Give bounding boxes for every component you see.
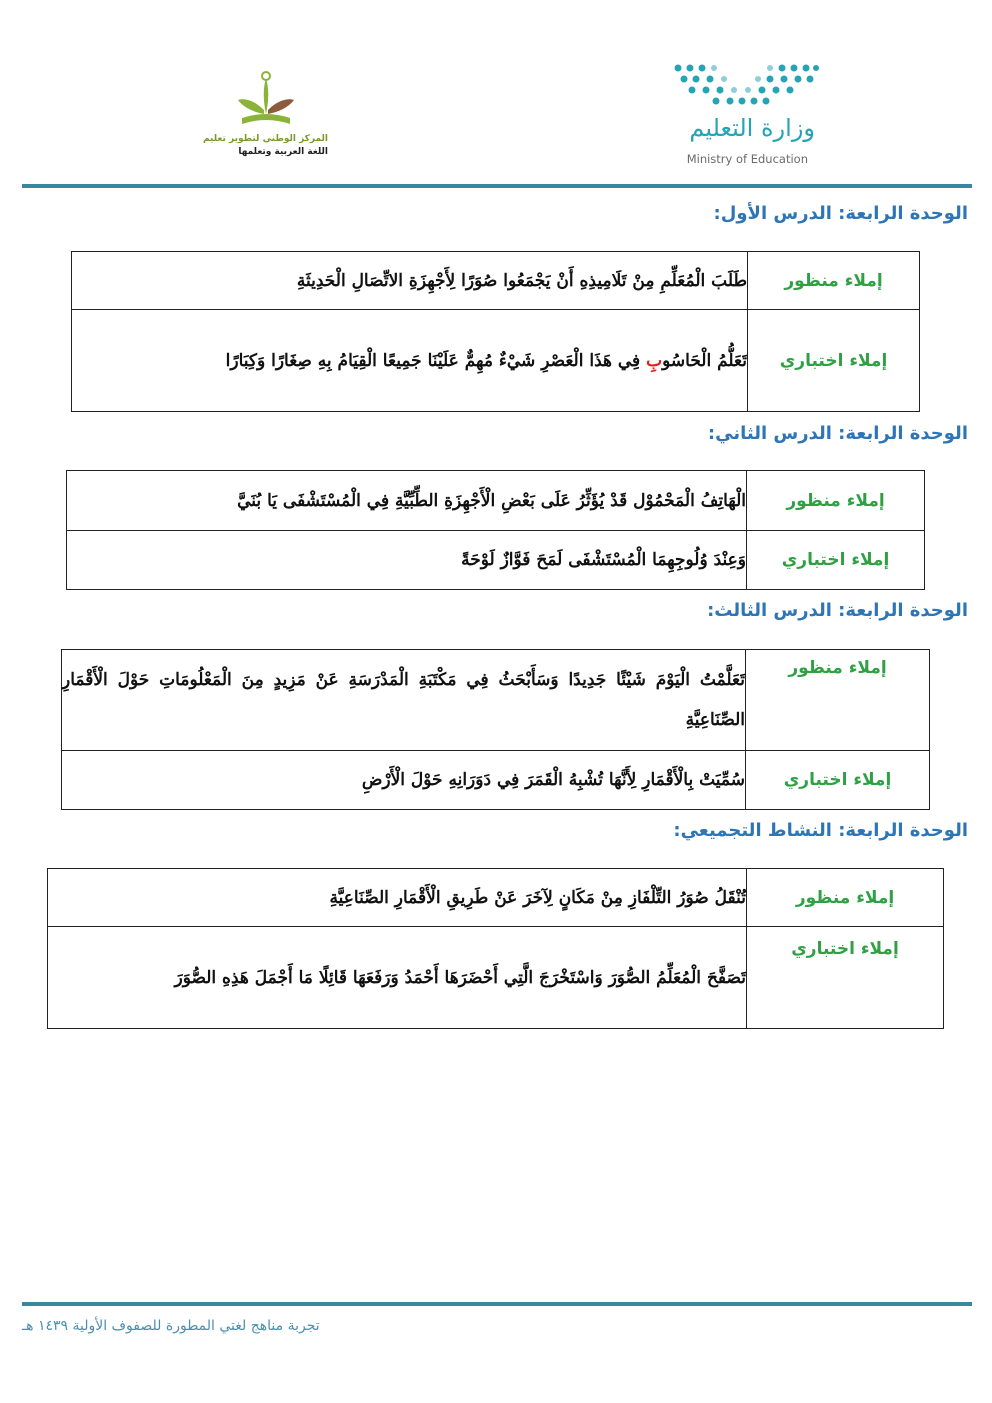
table-row (72, 310, 920, 412)
footer-text: تجربة مناهج لغتي المطورة للصفوف الأولية ١٤٣٩ هـ (22, 1318, 320, 1334)
row-label: إملاء اختباري (748, 310, 920, 412)
row-text (72, 310, 748, 412)
section-title-lesson-2: الوحدة الرابعة: الدرس الثاني: (707, 423, 968, 444)
row-label: إملاء اختباري (747, 927, 944, 1029)
ministry-logo (640, 62, 815, 170)
national-center-logo (200, 70, 330, 170)
row-label: إملاء اختباري (746, 751, 930, 810)
dictation-table-lesson-1 (71, 251, 920, 412)
ministry-dots-icon (670, 62, 820, 108)
table-row (72, 252, 920, 310)
table-row (62, 650, 930, 751)
table-row (48, 927, 944, 1029)
row-text: تُنْقَلُ صُوَرُ التِّلْفَازِ مِنْ مَكَانٍ لِآخَرَ عَنْ طَرِيقِ الْأَقْمَارِ الصِّنَاعِيَّةِ (48, 869, 747, 927)
highlighted-letter: بِ (646, 350, 663, 371)
ministry-name-ar: وزارة التعليم (689, 114, 815, 142)
row-label: إملاء منظور (746, 650, 930, 751)
section-title-activity: الوحدة الرابعة: النشاط التجميعي: (673, 820, 968, 841)
row-text: سُمِّيَتْ بِالْأَقْمَارِ لِأَنَّهَا تُشْبِهُ الْقَمَرَ فِي دَوَرَانِهِ حَوْلَ الْأَرْضِ (62, 751, 746, 810)
row-label: إملاء منظور (747, 471, 925, 531)
row-text: الْهَاتِفُ الْمَحْمُوْل قَدْ يُؤَثِّرُ عَلَى بَعْضِ الْأَجْهِزَةِ الطِّبِّيَّةِ فِي الْمُسْتَشْفَى يَا بُنَيَّ (67, 471, 747, 531)
dictation-table-lesson-2 (66, 470, 925, 590)
center-name-line1: المركز الوطني لتطوير تعليم (203, 134, 328, 144)
dictation-table-activity (47, 868, 944, 1029)
sprout-book-icon (236, 70, 296, 134)
footer-rule (22, 1302, 972, 1306)
row-text: طَلَبَ الْمُعَلِّمِ مِنْ تَلَامِيذِهِ أَنْ يَجْمَعُوا صُوَرًا لِأَجْهِزَةِ الاتِّصَالِ الْحَدِيثَةِ (72, 252, 748, 310)
dictation-table-lesson-3 (61, 649, 930, 810)
section-title-lesson-3: الوحدة الرابعة: الدرس الثالث: (707, 600, 968, 621)
row-text: وَعِنْدَ وُلُوجِهِمَا الْمُسْتَشْفَى لَمَحَ فَوَّازٌ لَوْحَةً (67, 531, 747, 590)
row-text: تَصَفَّحَ الْمُعَلِّمُ الصُّوَرَ وَاسْتَخْرَجَ الَّتِي أَحْضَرَهَا أَحْمَدُ وَرَفَعَهَا قَائِلًا مَا أَجْمَلَ هَذِهِ الصُّوَرَ (48, 927, 747, 1029)
row-label: إملاء منظور (747, 869, 944, 927)
row-text: تَعَلَّمْتُ الْيَوْمَ شَيْئًا جَدِيدًا وَسَأَبْحَثُ فِي مَكْتَبَةِ الْمَدْرَسَةِ عَنْ مَزِيدٍ مِنَ الْمَعْلُومَاتِ حَوْلَ الْأَقْمَارِ الصِّنَاعِيَّةِ (62, 650, 746, 751)
row-label: إملاء اختباري (747, 531, 925, 590)
table-row (62, 751, 930, 810)
section-title-lesson-1: الوحدة الرابعة: الدرس الأول: (713, 203, 968, 224)
header-rule (22, 184, 972, 188)
text-part: تَعَلُّمُ الْحَاسُو (662, 350, 747, 371)
table-row (67, 531, 925, 590)
center-name-line2: اللغة العربية وتعلمها (238, 147, 328, 157)
row-label: إملاء منظور (748, 252, 920, 310)
table-row (67, 471, 925, 531)
text-part: فِي هَذَا الْعَصْرِ شَيْءٌ مُهِمٌّ عَلَيْنَا جَمِيعًا الْقِيَامُ بِهِ صِغَارًا وَكِبَارًا (225, 350, 647, 371)
ministry-name-en: Ministry of Education (686, 152, 808, 166)
table-row (48, 869, 944, 927)
